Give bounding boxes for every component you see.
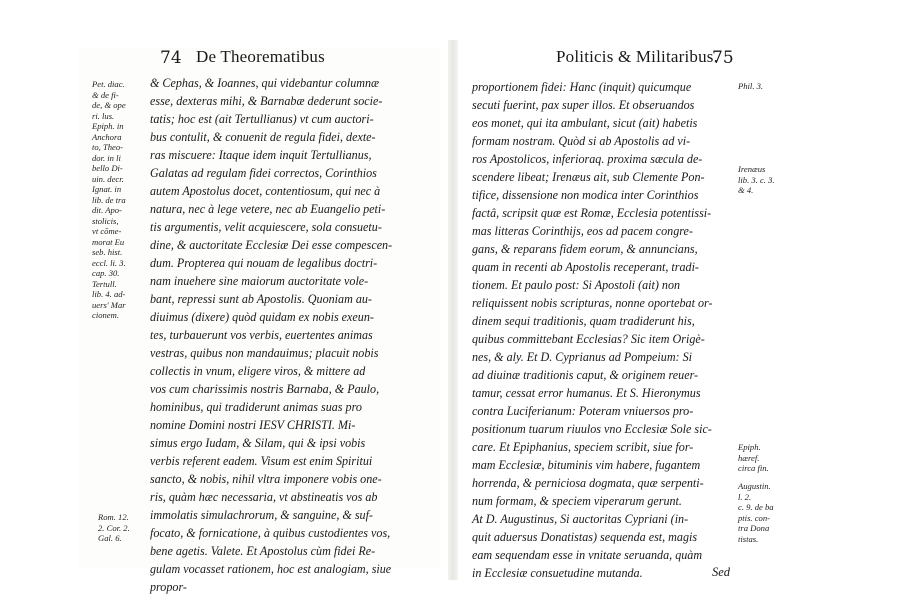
margin-note-line: c. 9. de ba xyxy=(738,502,774,512)
margin-note-line: stolicis, xyxy=(92,215,119,226)
text-line: tes, turbauerunt vos verbis, euertentes animas xyxy=(150,328,373,342)
text-line: bant, repressi sunt ab Apostolis. Quoniam au- xyxy=(150,292,372,306)
left-page-number: 74 xyxy=(160,48,182,68)
text-line: natura, nec à lege vetere, nec ab Euangelio peti- xyxy=(150,202,386,216)
right-body-text xyxy=(472,78,734,582)
margin-note-line: ptis. con- xyxy=(738,512,770,523)
text-line: num formam, & speciem viperarum gerunt. xyxy=(472,494,682,508)
margin-note-line: tistas. xyxy=(738,533,759,544)
text-line: focato, & fornicatione, à quibus custodientes vos, xyxy=(150,526,391,540)
right-margin-note-phil xyxy=(738,81,788,92)
text-line: horrenda, & perniciosa dogmata, quæ serpenti- xyxy=(472,476,704,490)
text-line: autem Apostolus docet, contentiosum, qui nec à xyxy=(150,184,381,198)
text-line: tis argumentis, velit acquiescere, sola consuetu- xyxy=(150,220,382,234)
text-line: formam nostram. Quòd si ab Apostolis ad vi- xyxy=(472,134,691,148)
margin-note-line: Phil. 3. xyxy=(738,81,764,91)
text-line: dine, & auctoritate Ecclesiæ Dei esse compescen- xyxy=(150,238,393,252)
text-line: secuti fuerint, pax super illos. Et obseruandos xyxy=(472,98,695,112)
margin-note-line: ri. lus. xyxy=(92,110,115,121)
margin-note-line: circa fin. xyxy=(738,463,769,473)
text-line: quit aduersus Donatistas) sequenda est, magis xyxy=(472,530,698,544)
text-line: vos cum charissimis nostris Barnaba, & Paulo, xyxy=(150,382,380,396)
text-line: sancto, & nobis, nihil vltra imponere vobis one- xyxy=(150,472,382,486)
right-running-head: Politicis & Militaribus. xyxy=(556,47,719,66)
text-line: simus ergo Iudam, & Silam, qui & ipsi vobis xyxy=(150,436,366,450)
margin-note-line: tra Dona xyxy=(738,523,770,533)
margin-note-line: dit. Apo- xyxy=(92,205,122,215)
right-margin-note-augustinus xyxy=(738,481,788,544)
text-line: tionem. Et paulo post: Si Apostoli (ait) non xyxy=(472,278,681,292)
text-line: in Ecclesiæ consuetudine mutanda. xyxy=(472,566,643,580)
margin-note-line: de, & ope xyxy=(92,100,126,110)
text-line: nam inuehere sine maiorum auctoritate vole- xyxy=(150,274,369,288)
margin-note-line: eccl. li. 3. xyxy=(92,257,126,268)
text-line: tatis; hoc est (ait Tertullianus) vt cum auctori- xyxy=(150,112,374,126)
text-line: nes, & aly. Et D. Cyprianus ad Pompeium: Si xyxy=(472,350,693,364)
catchword: Sed xyxy=(712,565,731,579)
text-line: mam Ecclesiæ, bituminis vim habere, fugantem xyxy=(472,458,701,472)
margin-note-line: Epiph. xyxy=(738,442,761,452)
margin-note-line: Epiph. in xyxy=(92,121,124,131)
margin-note-line: vt cõme- xyxy=(92,226,122,236)
margin-note-line: to, Theo- xyxy=(92,142,124,152)
text-line: & Cephas, & Ioannes, qui videbantur columnæ xyxy=(150,76,380,90)
margin-note-line: lib. 4. ad- xyxy=(92,289,126,299)
margin-note-line: cap. 30. xyxy=(92,268,120,278)
left-margin-notes xyxy=(92,79,148,321)
text-line: ris, quàm hæc necessaria, vt abstineatis vos ab xyxy=(150,490,378,504)
right-page-number: 75 xyxy=(712,48,734,68)
text-line: nomine Domini nostri IESV CHRISTI. Mi- xyxy=(150,418,356,432)
margin-note-line: dor. in li xyxy=(92,152,121,163)
text-line: care. Et Epiphanius, speciem scribit, siue for- xyxy=(472,440,694,454)
text-line: eos monet, qui ita ambulant, sicut (ait) habetis xyxy=(472,116,698,130)
margin-note-line: Anchora xyxy=(92,131,122,142)
text-line: dinem sequi traditionis, quam tradiderunt his, xyxy=(472,314,695,328)
text-line: quibus committebant Ecclesias? Sic item Origè- xyxy=(472,332,705,346)
margin-note-line: 2. Cor. 2. xyxy=(98,522,130,533)
text-line: ad diuinæ traditionis caput, & originem reuer- xyxy=(472,368,699,382)
margin-note-line: lib. de tra xyxy=(92,194,126,205)
margin-note-line: seb. hist. xyxy=(92,247,123,257)
margin-note-line: lib. 3. c. 3. xyxy=(738,174,775,185)
text-line: vestras, quibus non mandauimus; placuit nobis xyxy=(150,346,379,360)
text-line: At D. Augustinus, Si auctoritas Cypriani (in- xyxy=(472,512,689,526)
text-line: Galatas ad regulam fidei correctos, Corinthios xyxy=(150,166,377,180)
right-margin-note-irenaeus xyxy=(738,164,788,196)
margin-note-line: Pet. diac. xyxy=(92,79,125,89)
text-line: positionum tuarum riuulos vno Ecclesiæ Sole sic- xyxy=(472,422,712,436)
text-line: diuimus (dixere) quòd quidam ex nobis exeun- xyxy=(150,310,374,324)
text-line: eam sequendam esse in vnitate seruanda, quàm xyxy=(472,548,703,562)
text-line: propor- xyxy=(150,580,187,594)
margin-note-line: Rom. 12. xyxy=(98,512,129,522)
text-line: immolatis simulachrorum, & sanguine, & suf- xyxy=(150,508,373,522)
margin-note-line: uin. decr. xyxy=(92,173,124,184)
margin-note-line: Ignat. in xyxy=(92,184,122,194)
margin-note-line: Gal. 6. xyxy=(98,533,122,543)
book-gutter xyxy=(448,40,458,580)
text-line: ras miscuere: Itaque idem inquit Tertullianus, xyxy=(150,148,372,162)
margin-note-line: hæref. xyxy=(738,452,760,463)
text-line: reliquissent nobis scripturas, nonne oportebat or- xyxy=(472,296,713,310)
text-line: bene agetis. Valete. Et Apostolus cùm fidei Re- xyxy=(150,544,376,558)
text-line: tamur, cessat error humanus. Et S. Hieronymus xyxy=(472,386,701,400)
text-line: proportionem fidei: Hanc (inquit) quicumque xyxy=(472,80,692,94)
text-line: hominibus, qui tradiderunt animas suas pro xyxy=(150,400,362,414)
text-line: gulam vocasset rationem, hoc est analogiam, siue xyxy=(150,562,392,576)
margin-note-line: Irenæus xyxy=(738,164,766,174)
text-line: dum. Propterea qui nouam de legalibus doctri- xyxy=(150,256,378,270)
text-line: bus contulit, & conuenit de regula fidei, dexte- xyxy=(150,130,376,144)
text-line: verbis referent eadem. Visum est enim Spiritui xyxy=(150,454,373,468)
text-line: esse, dexteras mihi, & Barnabæ dederunt socie- xyxy=(150,94,383,108)
left-body-text xyxy=(150,74,440,596)
right-margin-note-epiphanius xyxy=(738,442,788,474)
text-line: tifice, dissensione non modica inter Corinthios xyxy=(472,188,699,202)
margin-note-line: Augustin. xyxy=(738,481,771,491)
margin-note-line: Tertull. xyxy=(92,278,117,289)
margin-note-line: & 4. xyxy=(738,185,754,195)
margin-note-line: & de fi- xyxy=(92,89,119,100)
margin-note-line: morat Eu xyxy=(92,236,125,247)
text-line: scendere libeat; Irenæus ait, sub Clemente Pon- xyxy=(472,170,705,184)
text-line: collectis in vnum, eligere viros, & mittere ad xyxy=(150,364,366,378)
margin-note-line: uers' Mar xyxy=(92,299,126,310)
text-line: mas litteras Corinthijs, eos ad pacem congre- xyxy=(472,224,693,238)
text-line: factâ, scripsit quæ est Romæ, Ecclesia potentissi- xyxy=(472,206,712,220)
text-line: quam in recenti ab Apostolis receperant, tradi- xyxy=(472,260,699,274)
margin-note-line: l. 2. xyxy=(738,491,752,502)
left-running-head: De Theorematibus xyxy=(196,47,325,66)
text-line: ros Apostolicos, inferioraq. proxima sæcula de- xyxy=(472,152,703,166)
margin-note-line: bello Di- xyxy=(92,163,123,173)
margin-note-line: cionem. xyxy=(92,310,119,320)
text-line: contra Luciferianum: Poteram vniuersos pro- xyxy=(472,404,694,418)
text-line: gans, & reparans fidem eorum, & annuncians, xyxy=(472,242,698,256)
left-margin-notes-bottom xyxy=(98,512,148,544)
